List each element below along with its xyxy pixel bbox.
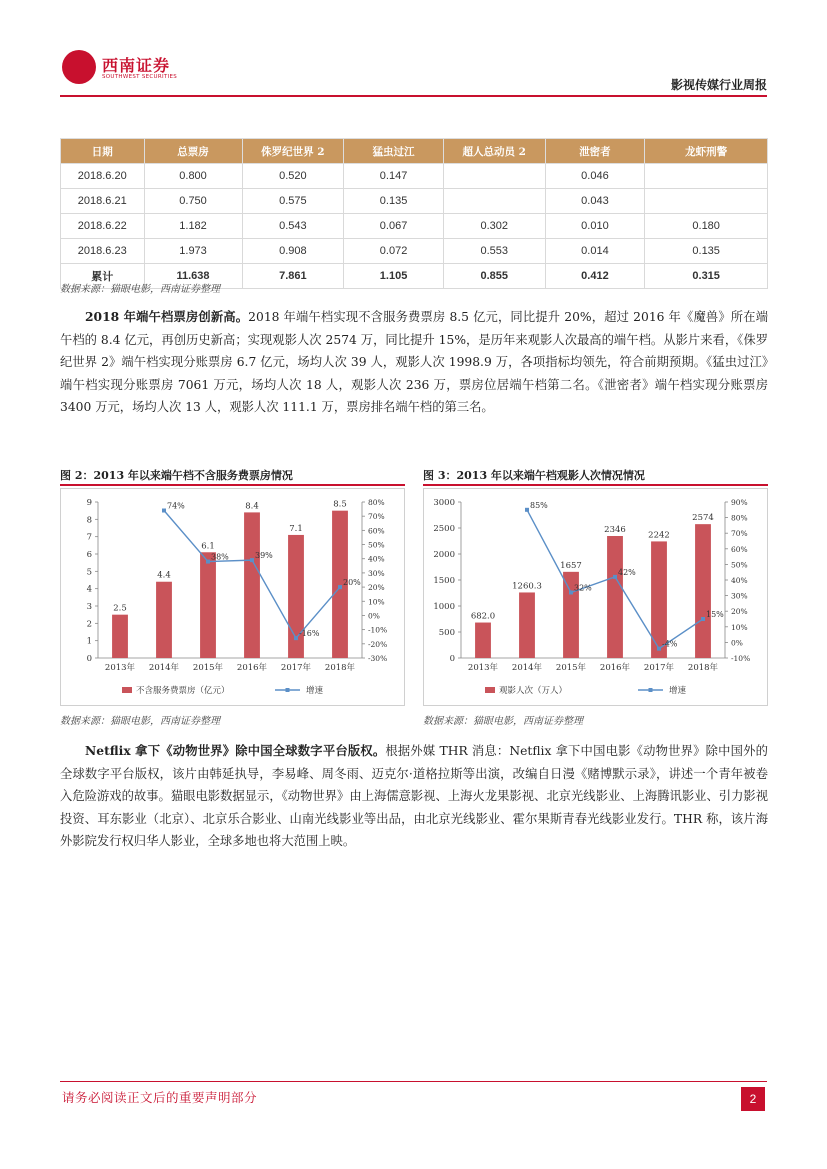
growth-data-label: 42%: [618, 567, 636, 577]
bar-data-label: 2242: [648, 530, 670, 541]
bar: [156, 582, 172, 658]
legend-line-label: 增速: [669, 686, 687, 696]
growth-point: [613, 575, 617, 579]
right-tick-label: 90%: [731, 498, 748, 507]
bar-data-label: 6.1: [201, 541, 215, 552]
right-tick-label: 70%: [368, 512, 385, 522]
growth-point: [525, 508, 529, 512]
paragraph-lead: Netflix 拿下《动物世界》除中国全球数字平台版权。: [85, 743, 386, 758]
footer-divider: [60, 1081, 767, 1082]
table-cell: 2018.6.22: [61, 214, 145, 239]
left-tick-label: 1000: [433, 602, 455, 612]
paragraph-body: 根据外媒 THR 消息：Netflix 拿下中国电影《动物世界》除中国外的全球数字平台版权，该片由韩延执导，李易峰、周冬雨、迈克尔·道格拉斯等出演，改编自日漫《赌博默示录》，讲述一个青年被卷入危险游戏的故事。猫眼电影数据显示，《动物世界》由上海儒意影视、上海火龙果影视、北京光线影业、上海腾讯影业、引力影视投资、耳东影业（北京）、北京乐合影业、山南光线影业等出品，由北京光线影业、霍尔果斯青春光线影业发行。THR 称，该片海外影院发行权归华人影业，全球多地也将大范围上映。: [60, 744, 768, 849]
right-tick-label: 70%: [731, 529, 748, 539]
table-cell: 0.014: [545, 239, 645, 264]
bar: [112, 615, 128, 658]
fig3-title-underline: [423, 484, 768, 486]
table-cell: 0.135: [645, 239, 768, 264]
paragraph-body: 2018 年端午档实现不含服务费票房 8.5 亿元，同比提升 20%，超过 2016 年《魔兽》所在端午档的 8.4 亿元，再创历史新高；实现观影人次 2574 万，同比提升 15%，是历年来观影人次最高的端午档。从影片来看，《侏罗纪世界 2》端午档实现分账票房 6.7 亿元，场均人次 39 人，观影人次 1998.9 万，各项指标均领先，符合前期预期。《猛虫过江》端午档实现分账票房 7061 万元，场均人次 18 人，观影人次 236 万，票房位居端午档第二名。《泄密者》端午档实现分账票房 3400 万元，场均人次 13 人，观影人次 111.1 万，票房排名端午档的第三名。: [60, 310, 768, 415]
bar-data-label: 2346: [604, 525, 626, 536]
table-cell: 0.067: [344, 214, 444, 239]
table-cell: 7.861: [242, 264, 344, 289]
left-tick-label: 3000: [433, 498, 455, 508]
right-tick-label: 50%: [731, 560, 748, 570]
bar-data-label: 8.5: [333, 499, 347, 510]
bar: [695, 524, 711, 658]
table-header-cell: 超人总动员 2: [443, 139, 545, 164]
table-cell: 0.315: [645, 264, 768, 289]
logo-english-name: SOUTHWEST SECURITIES: [102, 74, 178, 80]
growth-point: [657, 647, 661, 651]
growth-point: [206, 560, 210, 564]
table-header-row: [61, 139, 768, 164]
table-source: 数据来源：猫眼电影，西南证券整理: [60, 284, 220, 295]
bar: [244, 512, 260, 658]
right-tick-label: -20%: [368, 639, 388, 649]
legend-line-marker: [649, 688, 653, 692]
growth-point: [338, 585, 342, 589]
left-tick-label: 0: [449, 654, 455, 664]
table-cell: 0.043: [545, 189, 645, 214]
fig2-source: 数据来源：猫眼电影，西南证券整理: [60, 716, 220, 727]
legend-bar-swatch: [485, 687, 495, 693]
report-title: 影视传媒行业周报: [670, 78, 767, 92]
bar-data-label: 8.4: [245, 501, 259, 512]
growth-point: [162, 509, 166, 513]
left-tick-label: 4: [86, 584, 92, 595]
paragraph-dragon-boat: [60, 306, 768, 419]
table-cell: 0.180: [645, 214, 768, 239]
x-tick-label: 2018年: [324, 663, 356, 673]
x-tick-label: 2016年: [599, 663, 631, 673]
legend-bar-label: 观影人次（万人）: [499, 686, 568, 696]
right-tick-label: -10%: [368, 625, 388, 635]
legend-line-marker: [286, 688, 290, 692]
fig3-chart: [423, 488, 768, 706]
right-tick-label: -10%: [731, 654, 751, 663]
growth-data-label: 32%: [574, 583, 592, 593]
table-cell: [443, 189, 545, 214]
x-tick-label: 2014年: [148, 663, 180, 673]
left-tick-label: 5: [86, 567, 92, 578]
table-cell: 累计: [61, 264, 145, 289]
table-cell: 1.182: [144, 214, 242, 239]
table-header-cell: 侏罗纪世界 2: [242, 139, 344, 164]
growth-data-label: 15%: [706, 610, 724, 619]
table-cell: 0.072: [344, 239, 444, 264]
table-cell: 0.800: [144, 164, 242, 189]
footer-disclaimer-link[interactable]: 请务必阅读正文后的重要声明部分: [62, 1090, 258, 1105]
left-tick-label: 500: [438, 628, 455, 638]
right-tick-label: 10%: [731, 622, 748, 632]
table-cell: 0.750: [144, 189, 242, 214]
fig2-title-underline: [60, 484, 405, 486]
paragraph-netflix: [60, 740, 768, 853]
logo-chinese-name: 西南证券: [102, 56, 171, 75]
bar-data-label: 2574: [692, 513, 714, 524]
bar-data-label: 1260.3: [512, 581, 542, 592]
legend-bar-swatch: [122, 687, 132, 693]
table-header-cell: 龙虾刑警: [645, 139, 768, 164]
table-cell: 11.638: [144, 264, 242, 289]
right-tick-label: 40%: [368, 554, 385, 564]
bar: [475, 623, 491, 658]
growth-data-label: 20%: [343, 578, 361, 588]
table-row: [61, 189, 768, 214]
table-row: [61, 239, 768, 264]
table-cell: 0.010: [545, 214, 645, 239]
table-cell: 0.046: [545, 164, 645, 189]
bar: [200, 552, 216, 658]
growth-point: [701, 617, 705, 621]
fig3-title: 图 3：2013 年以来端午档观影人次情况情况: [423, 469, 645, 482]
page-number: 2: [741, 1087, 765, 1111]
table-cell: 2018.6.20: [61, 164, 145, 189]
right-tick-label: 10%: [368, 597, 385, 607]
bar-data-label: 4.4: [157, 570, 171, 581]
right-tick-label: 60%: [368, 526, 385, 536]
legend-bar-label: 不含服务费票房（亿元）: [136, 686, 230, 696]
left-tick-label: 1: [86, 636, 92, 647]
right-tick-label: 60%: [731, 544, 748, 554]
table-header-cell: 总票房: [144, 139, 242, 164]
left-tick-label: 7: [86, 532, 92, 543]
table-cell: 0.908: [242, 239, 344, 264]
table-cell: 0.855: [443, 264, 545, 289]
table-cell: 0.302: [443, 214, 545, 239]
bar-data-label: 1657: [560, 560, 582, 571]
right-tick-label: 50%: [368, 540, 385, 550]
fig3-source: 数据来源：猫眼电影，西南证券整理: [423, 716, 583, 727]
table-cell: 0.553: [443, 239, 545, 264]
left-tick-label: 6: [86, 550, 92, 560]
right-tick-label: 30%: [368, 568, 385, 578]
table-cell: 1.973: [144, 239, 242, 264]
left-tick-label: 9: [86, 498, 92, 508]
growth-data-label: 38%: [211, 552, 229, 562]
right-tick-label: -30%: [368, 654, 388, 663]
table-cell: 0.147: [344, 164, 444, 189]
left-tick-label: 2500: [433, 524, 455, 534]
left-tick-label: 1500: [433, 576, 455, 586]
left-tick-label: 3: [86, 602, 92, 612]
left-tick-label: 2000: [433, 550, 455, 560]
table-cell: 1.105: [344, 264, 444, 289]
right-tick-label: 20%: [731, 607, 748, 617]
bar-data-label: 682.0: [470, 611, 496, 622]
right-tick-label: 30%: [731, 591, 748, 601]
table-header-cell: 猛虫过江: [344, 139, 444, 164]
x-tick-label: 2017年: [643, 663, 675, 673]
left-tick-label: 2: [86, 619, 92, 630]
right-tick-label: 20%: [368, 583, 385, 593]
table-header-cell: 日期: [61, 139, 145, 164]
bar: [519, 592, 535, 658]
company-logo: [62, 50, 182, 90]
table-cell: 0.135: [344, 189, 444, 214]
bar-data-label: 2.5: [113, 603, 127, 614]
growth-point: [569, 590, 573, 594]
logo-emblem-icon: [62, 50, 96, 84]
growth-point: [294, 636, 298, 640]
table-row: [61, 214, 768, 239]
table-cell: 0.520: [242, 164, 344, 189]
growth-data-label: -16%: [299, 629, 320, 639]
growth-data-label: -4%: [662, 639, 678, 649]
x-tick-label: 2017年: [280, 663, 312, 673]
x-tick-label: 2018年: [687, 663, 719, 673]
x-tick-label: 2016年: [236, 663, 268, 673]
table-header-cell: 泄密者: [545, 139, 645, 164]
table-cell: 0.575: [242, 189, 344, 214]
right-tick-label: 80%: [368, 498, 385, 507]
box-office-table: [60, 138, 768, 289]
x-tick-label: 2015年: [555, 663, 587, 673]
bar: [607, 536, 623, 658]
paragraph-lead: 2018 年端午档票房创新高。: [85, 309, 249, 324]
table-cell: 2018.6.23: [61, 239, 145, 264]
table-row: [61, 164, 768, 189]
fig2-chart: [60, 488, 405, 706]
x-tick-label: 2014年: [511, 663, 543, 673]
table-cell: 0.543: [242, 214, 344, 239]
growth-data-label: 85%: [530, 500, 548, 510]
table-cell: [645, 189, 768, 214]
growth-point: [250, 558, 254, 562]
right-tick-label: 40%: [731, 576, 748, 585]
table-cell: [443, 164, 545, 189]
left-tick-label: 0: [86, 654, 92, 664]
x-tick-label: 2013年: [467, 663, 499, 673]
table-cell: 0.412: [545, 264, 645, 289]
bar-data-label: 7.1: [289, 523, 303, 534]
left-tick-label: 8: [86, 515, 92, 526]
right-tick-label: 80%: [731, 513, 748, 523]
table-cell: [645, 164, 768, 189]
right-tick-label: 0%: [368, 611, 380, 621]
header-divider: [60, 95, 767, 97]
right-tick-label: 0%: [731, 638, 743, 648]
x-tick-label: 2013年: [104, 663, 136, 673]
growth-data-label: 74%: [167, 501, 185, 511]
fig2-title: 图 2：2013 年以来端午档不含服务费票房情况: [60, 469, 293, 482]
x-tick-label: 2015年: [192, 663, 224, 673]
legend-line-label: 增速: [306, 686, 324, 696]
growth-data-label: 39%: [255, 551, 273, 561]
table-cell: 2018.6.21: [61, 189, 145, 214]
